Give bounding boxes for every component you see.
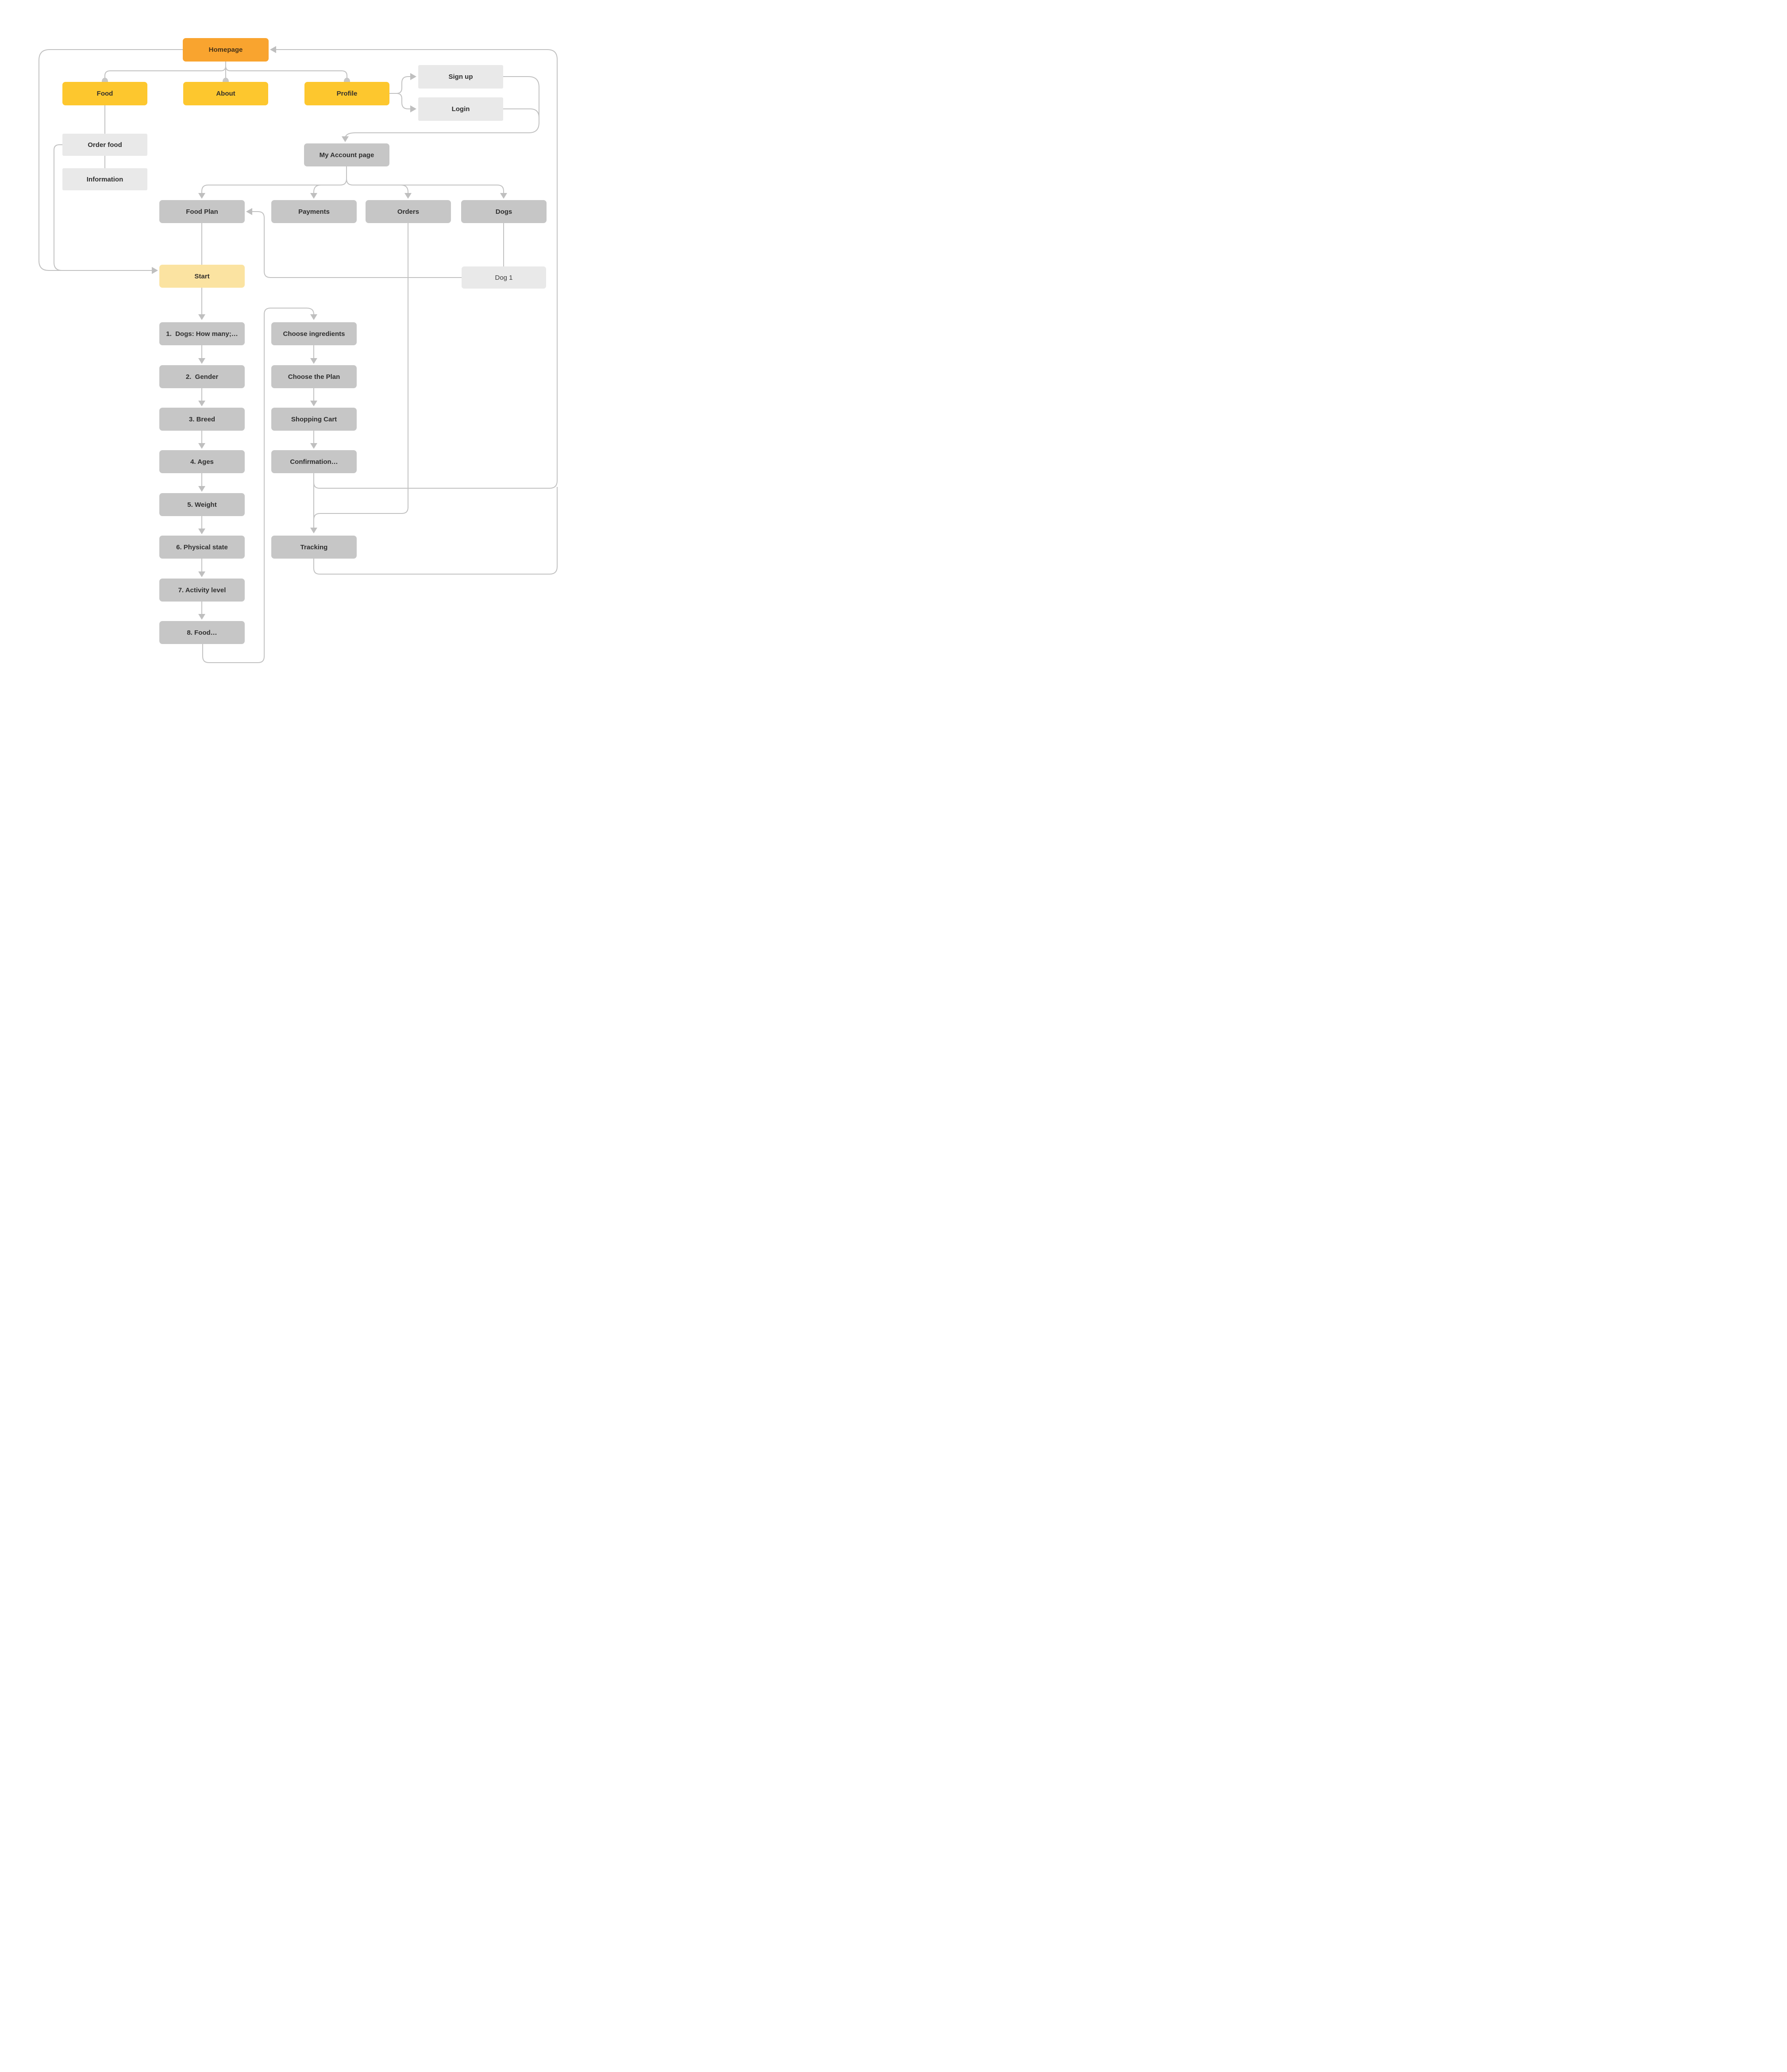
node-step5-label: 5. Weight <box>187 501 217 509</box>
node-step3[interactable] <box>159 408 245 431</box>
node-choose-plan[interactable] <box>271 365 357 388</box>
node-profile-label: Profile <box>336 90 358 97</box>
node-orders-label: Orders <box>397 208 420 216</box>
node-step2-label: 2. Gender <box>185 373 219 381</box>
node-dog1-label: Dog 1 <box>495 274 513 282</box>
node-step6-label: 6. Physical state <box>176 543 228 551</box>
node-start-label: Start <box>194 272 210 280</box>
node-signup[interactable] <box>418 65 503 89</box>
node-my-account-label: My Account page <box>319 151 374 159</box>
node-login-label: Login <box>451 105 470 113</box>
node-information[interactable] <box>62 168 147 190</box>
node-homepage[interactable] <box>183 38 269 62</box>
node-step4[interactable] <box>159 450 245 473</box>
node-step2[interactable] <box>159 365 245 388</box>
node-step8-label: 8. Food… <box>187 629 217 637</box>
node-step1-label: 1. Dogs: How many;… <box>166 330 238 338</box>
node-shopping-cart-label: Shopping Cart <box>291 415 337 423</box>
node-step1[interactable] <box>159 322 245 345</box>
node-step5[interactable] <box>159 493 245 516</box>
node-choose-plan-label: Choose the Plan <box>288 373 340 381</box>
node-homepage-label: Homepage <box>208 46 243 54</box>
node-dog1[interactable] <box>462 266 546 289</box>
node-step6[interactable] <box>159 536 245 559</box>
node-signup-label: Sign up <box>448 73 473 81</box>
node-dogs-label: Dogs <box>495 208 512 216</box>
node-information-label: Information <box>86 175 123 183</box>
node-shopping-cart[interactable] <box>271 408 357 431</box>
node-payments-label: Payments <box>298 208 330 216</box>
node-food-plan-label: Food Plan <box>186 208 218 216</box>
node-confirmation[interactable] <box>271 450 357 473</box>
node-order-food-label: Order food <box>88 141 122 149</box>
node-food-label: Food <box>96 90 113 97</box>
node-profile[interactable] <box>304 82 389 105</box>
node-confirmation-label: Confirmation… <box>290 458 338 466</box>
node-payments[interactable] <box>271 200 357 223</box>
node-choose-ingredients[interactable] <box>271 322 357 345</box>
node-step4-label: 4. Ages <box>190 458 214 466</box>
node-my-account[interactable] <box>304 143 389 166</box>
node-food[interactable] <box>62 82 147 105</box>
sitemap-canvas <box>0 0 596 691</box>
node-step7-label: 7. Activity level <box>178 586 226 594</box>
node-about-label: About <box>216 90 235 97</box>
node-choose-ingredients-label: Choose ingredients <box>283 330 345 338</box>
node-login[interactable] <box>418 97 503 121</box>
node-food-plan[interactable] <box>159 200 245 223</box>
node-dogs[interactable] <box>461 200 547 223</box>
node-orders[interactable] <box>366 200 451 223</box>
node-step8[interactable] <box>159 621 245 644</box>
node-tracking-label: Tracking <box>300 543 328 551</box>
node-order-food[interactable] <box>62 134 147 156</box>
node-step3-label: 3. Breed <box>189 415 216 423</box>
node-step7[interactable] <box>159 579 245 602</box>
node-start[interactable] <box>159 265 245 288</box>
node-about[interactable] <box>183 82 268 105</box>
node-tracking[interactable] <box>271 536 357 559</box>
